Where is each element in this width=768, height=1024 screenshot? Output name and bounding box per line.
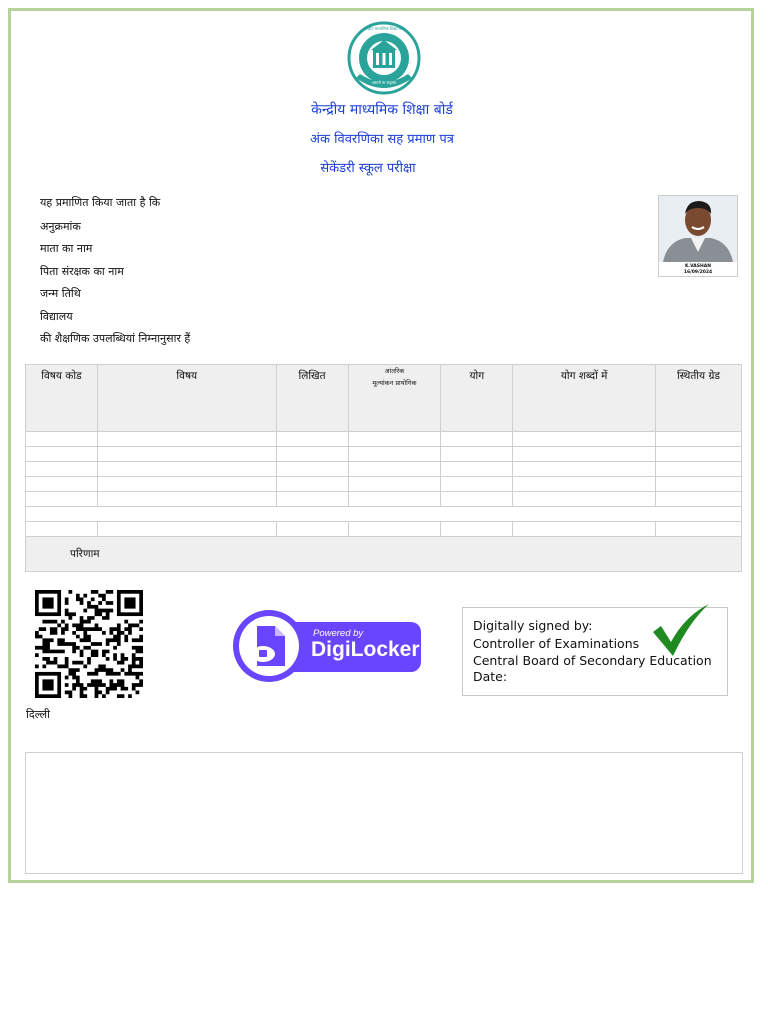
header-written: लिखित (276, 365, 348, 432)
photo-caption-name: K.VASHAN (684, 264, 712, 269)
cbse-logo-icon (346, 20, 422, 100)
table-row (26, 432, 742, 447)
document-title: अंक विवरणिका सह प्रमाण पत्र (310, 132, 454, 147)
header-grade: स्थितीय ग्रेड (656, 365, 742, 432)
digilocker-powered-by: Powered by (313, 628, 364, 639)
signature-line-signed-by: Digitally signed by: (473, 618, 593, 633)
table-row (26, 462, 742, 477)
header-total: योग (441, 365, 513, 432)
marks-table (25, 364, 742, 572)
field-label-achievements: की शैक्षणिक उपलब्धियां निम्नानुसार हैं (40, 332, 191, 345)
digital-signature-box (462, 607, 728, 696)
signature-line-date: Date: (473, 669, 508, 684)
header-internal-practical (348, 365, 441, 432)
board-name: केन्द्रीय माध्यमिक शिक्षा बोर्ड (311, 102, 453, 118)
header-subject-code: विषय कोड (26, 365, 98, 432)
table-row-spacer (26, 507, 742, 522)
signature-line-controller: Controller of Examinations (473, 636, 640, 651)
exam-name: सेकेंडरी स्कूल परीक्षा (320, 161, 416, 176)
header-internal: आंतरिक (384, 367, 405, 375)
qr-code-icon (32, 590, 146, 698)
field-label-father-name: पिता संरक्षक का नाम (40, 265, 124, 278)
header-total-words: योग शब्दों में (513, 365, 656, 432)
digilocker-name: DigiLocker (311, 638, 420, 661)
digilocker-badge (233, 608, 423, 684)
photo-caption-date: 16/09/2024 (683, 270, 713, 275)
field-label-school: विद्यालय (40, 310, 73, 323)
signature-line-board: Central Board of Secondary Education (473, 653, 712, 668)
table-header-row (26, 365, 742, 432)
header-subject: विषय (97, 365, 276, 432)
logo-motto: असतो मा सद्गमय (371, 80, 397, 85)
header-practical: मूल्यांकन प्रायोगिक (372, 379, 417, 387)
table-row (26, 492, 742, 507)
logo-ring-text: केन्द्रीय माध्यमिक शिक्षा बोर्ड (363, 26, 405, 31)
table-row (26, 447, 742, 462)
logo-center-text: भारत (380, 72, 388, 76)
remarks-box (25, 752, 743, 874)
field-label-roll-no: अनुक्रमांक (40, 220, 81, 233)
student-portrait-icon (659, 196, 737, 262)
result-row (26, 537, 742, 572)
field-label-mother-name: माता का नाम (40, 242, 93, 255)
table-row (26, 477, 742, 492)
result-label: परिणाम (26, 537, 742, 572)
field-label-dob: जन्म तिथि (40, 287, 81, 300)
table-row (26, 522, 742, 537)
check-mark-icon (651, 602, 711, 658)
field-label-certify: यह प्रमाणित किया जाता है कि (40, 196, 161, 209)
student-photo (658, 195, 738, 277)
place-name: दिल्ली (26, 708, 50, 721)
